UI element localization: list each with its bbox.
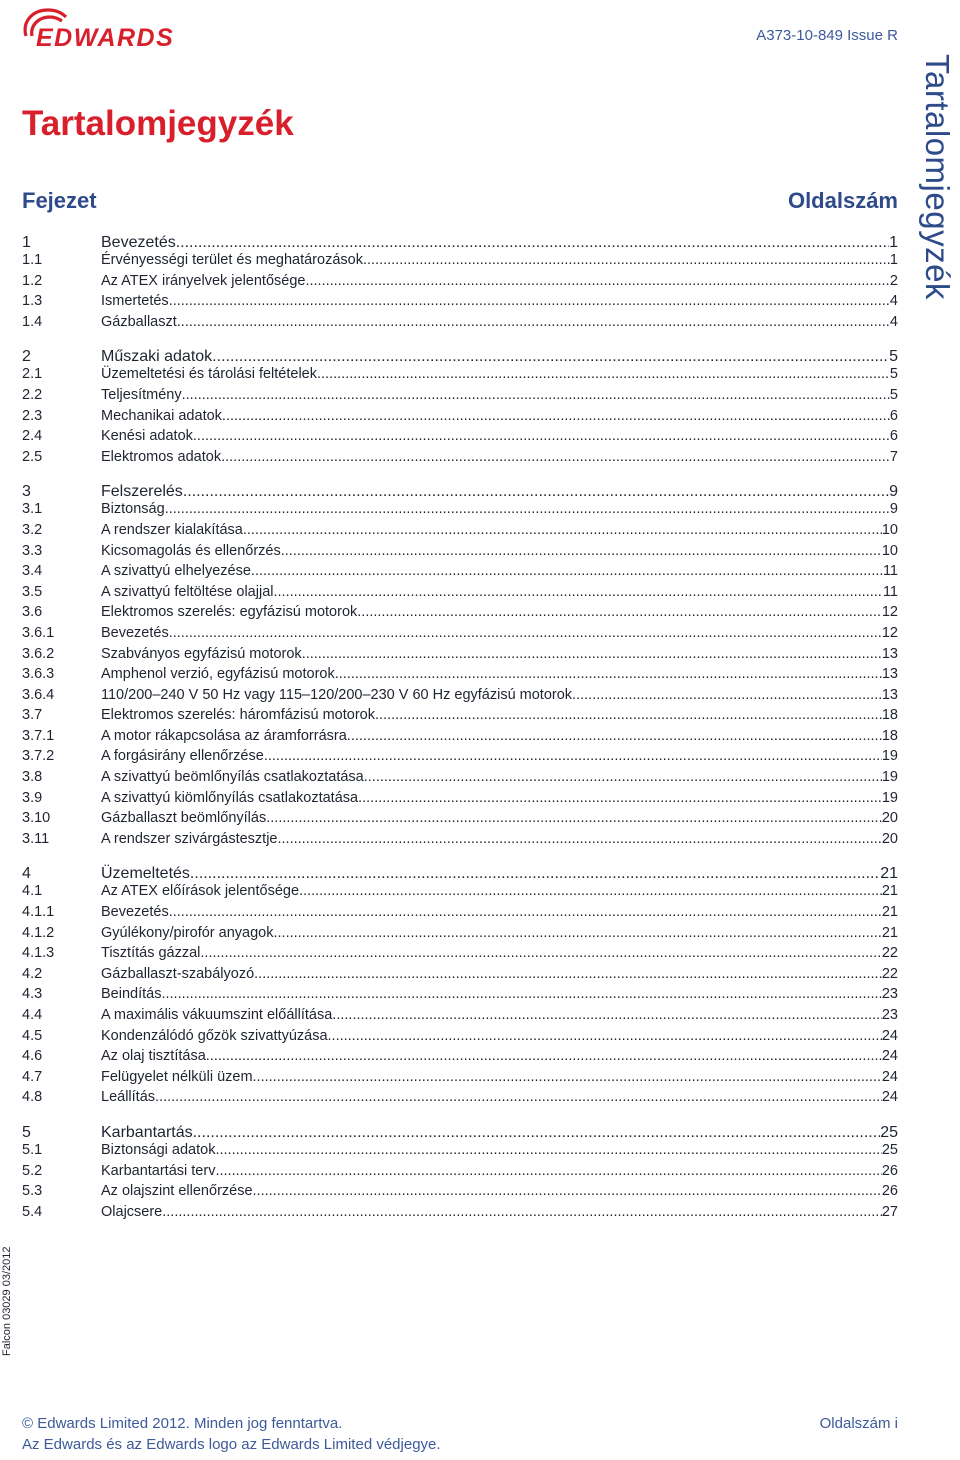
toc-entry-page: 25 <box>881 1141 898 1158</box>
toc-entry-number: 4.6 <box>22 1048 43 1065</box>
toc-entry-number: 4.1.2 <box>22 924 55 941</box>
table-of-contents <box>22 234 898 1224</box>
dot-leader <box>162 1204 882 1220</box>
toc-entry-number: 3.6.4 <box>22 686 55 703</box>
toc-entry[interactable] <box>22 1028 898 1049</box>
toc-entry-title: Felszerelés <box>101 483 183 501</box>
toc-entry-page: 13 <box>881 666 898 683</box>
toc-entry-page: 20 <box>881 810 898 827</box>
toc-entry[interactable] <box>22 501 898 522</box>
toc-entry[interactable] <box>22 883 898 904</box>
dot-leader <box>193 1124 881 1142</box>
toc-entry-page: 5 <box>889 366 898 383</box>
toc-entry[interactable] <box>22 314 898 335</box>
toc-entry-title: Mechanikai adatok <box>101 407 222 424</box>
toc-entry-page: 24 <box>881 1089 898 1106</box>
toc-entry-number: 4.4 <box>22 1007 43 1023</box>
dot-leader <box>253 1183 882 1199</box>
toc-entry-number: 2.5 <box>22 448 43 465</box>
dot-leader <box>206 1048 882 1064</box>
toc-entry-title: Bevezetés <box>101 234 176 251</box>
toc-entry-number: 4.5 <box>22 1027 43 1044</box>
toc-entry-page: 26 <box>881 1183 898 1200</box>
toc-entry-title: Érvényességi terület és meghatározások <box>101 252 363 268</box>
dot-leader <box>273 584 882 600</box>
toc-entry-title: Karbantartás <box>101 1123 193 1141</box>
toc-entry-number: 3.7 <box>22 707 43 724</box>
toc-entry-page: 5 <box>889 348 898 366</box>
dot-leader <box>266 810 882 826</box>
toc-entry-page: 19 <box>881 769 898 786</box>
toc-entry[interactable] <box>22 293 898 314</box>
toc-entry-number: 4 <box>22 865 31 883</box>
toc-entry-page: 1 <box>889 252 898 268</box>
toc-entry-title: A maximális vákuumszint előállítása <box>101 1007 333 1023</box>
toc-entry-number: 1 <box>22 234 31 251</box>
toc-entry-number: 3.1 <box>22 501 43 518</box>
toc-entry-number: 1.4 <box>22 313 43 330</box>
dot-leader <box>572 687 882 703</box>
toc-entry-number: 3.6.1 <box>22 624 55 641</box>
toc-entry-number: 3.6 <box>22 604 43 621</box>
toc-entry[interactable] <box>22 604 898 625</box>
side-section-title: Tartalomjegyzék <box>919 54 956 300</box>
toc-entry-number: 3.6.3 <box>22 666 55 683</box>
dot-leader <box>278 831 882 847</box>
page-number: Oldalszám i <box>819 1415 898 1432</box>
toc-entry-number: 1.1 <box>22 252 43 268</box>
toc-entry[interactable] <box>22 273 898 294</box>
toc-entry-page: 18 <box>881 727 898 744</box>
toc-entry[interactable] <box>22 687 898 708</box>
toc-entry[interactable] <box>22 646 898 667</box>
toc-entry-page: 9 <box>889 501 898 518</box>
toc-entry[interactable] <box>22 1048 898 1069</box>
dot-leader <box>274 925 882 941</box>
dot-leader <box>200 945 881 961</box>
toc-entry[interactable] <box>22 1089 898 1110</box>
toc-entry-title: A szivattyú elhelyezése <box>101 563 251 580</box>
toc-entry-number: 3.5 <box>22 583 43 600</box>
toc-entry-page: 20 <box>881 830 898 847</box>
toc-entry-page: 6 <box>889 428 898 445</box>
toc-entry-title: Kondenzálódó gőzök szivattyúzása <box>101 1027 328 1044</box>
toc-entry-number: 3.9 <box>22 789 43 806</box>
toc-entry-title: Az ATEX előírások jelentősége <box>101 883 300 900</box>
toc-entry-title: Kenési adatok <box>101 428 193 445</box>
dot-leader <box>183 483 889 501</box>
toc-entry[interactable] <box>22 728 898 749</box>
toc-entry-title: Tisztítás gázzal <box>101 945 201 962</box>
toc-entry-page: 10 <box>881 542 898 559</box>
toc-entry[interactable] <box>22 1183 898 1204</box>
dot-leader <box>243 522 882 538</box>
toc-entry-title: A rendszer kialakítása <box>101 521 243 538</box>
toc-entry[interactable] <box>22 543 898 564</box>
toc-entry-title: Az olaj tisztítása <box>101 1048 206 1065</box>
toc-entry-title: Elektromos szerelés: háromfázisú motorok <box>101 707 375 724</box>
toc-entry-title: Műszaki adatok <box>101 348 213 366</box>
dot-leader <box>253 1069 882 1085</box>
toc-entry-page: 21 <box>881 904 898 921</box>
toc-entry-page: 22 <box>881 965 898 982</box>
toc-entry-number: 4.1.1 <box>22 904 55 921</box>
toc-entry-page: 23 <box>881 1007 898 1023</box>
dot-leader <box>193 428 890 444</box>
toc-entry[interactable] <box>22 522 898 543</box>
toc-entry-title: Bevezetés <box>101 904 169 921</box>
toc-entry[interactable] <box>22 810 898 831</box>
dot-leader <box>221 449 890 465</box>
toc-entry-number: 4.7 <box>22 1068 43 1085</box>
document-reference: Falcon 03029 03/2012 <box>1 1246 13 1356</box>
chapter-column-header: Fejezet <box>22 188 97 213</box>
dot-leader <box>222 408 890 424</box>
toc-entry-number: 5.2 <box>22 1162 43 1179</box>
toc-entry[interactable] <box>22 1069 898 1090</box>
dot-leader <box>375 707 882 723</box>
toc-entry-number: 3.11 <box>22 830 50 847</box>
dot-leader <box>215 1142 881 1158</box>
toc-entry-title: Az ATEX irányelvek jelentősége <box>101 272 306 289</box>
toc-entry-number: 3.3 <box>22 542 43 559</box>
toc-entry[interactable] <box>22 428 898 449</box>
toc-entry-number: 5.4 <box>22 1203 43 1220</box>
toc-entry-page: 26 <box>881 1162 898 1179</box>
dot-leader <box>190 865 880 883</box>
toc-entry-title: Bevezetés <box>101 624 169 641</box>
toc-entry-title: Gázballaszt <box>101 313 177 330</box>
toc-entry-number: 3.8 <box>22 769 43 786</box>
toc-entry-page: 24 <box>881 1068 898 1085</box>
toc-entry-page: 21 <box>881 883 898 900</box>
toc-entry-page: 23 <box>881 986 898 1003</box>
toc-entry[interactable] <box>22 707 898 728</box>
toc-entry[interactable] <box>22 925 898 946</box>
toc-entry-number: 4.8 <box>22 1089 43 1106</box>
toc-entry-title: Szabványos egyfázisú motorok <box>101 645 302 662</box>
page-column-header: Oldalszám <box>787 188 898 213</box>
dot-leader <box>155 1089 882 1105</box>
dot-leader <box>161 986 881 1002</box>
dot-leader <box>251 563 883 579</box>
toc-chapter-entry[interactable] <box>22 483 898 501</box>
dot-leader <box>357 604 882 620</box>
edwards-logo <box>22 6 266 50</box>
toc-entry-number: 1.2 <box>22 272 43 289</box>
toc-entry-page: 18 <box>881 707 898 724</box>
toc-entry-page: 11 <box>882 563 898 580</box>
toc-entry[interactable] <box>22 831 898 852</box>
toc-entry-number: 4.1.3 <box>22 945 55 962</box>
toc-entry-title: Üzemeltetési és tárolási feltételek <box>101 366 317 383</box>
toc-entry-page: 1 <box>889 234 898 251</box>
copyright-notice: © Edwards Limited 2012. Minden jog fenntartva. <box>22 1415 343 1432</box>
toc-entry-page: 13 <box>881 686 898 703</box>
dot-leader <box>347 728 882 744</box>
svg-text:EDWARDS: EDWARDS <box>36 24 175 50</box>
toc-entry-number: 2 <box>22 348 31 366</box>
toc-entry[interactable] <box>22 1142 898 1163</box>
toc-entry-number: 3 <box>22 483 31 501</box>
toc-entry-title: Biztonsági adatok <box>101 1141 216 1158</box>
dot-leader <box>317 366 890 382</box>
toc-entry-number: 5 <box>22 1123 31 1141</box>
toc-entry-page: 4 <box>889 293 898 310</box>
toc-entry-number: 3.6.2 <box>22 645 55 662</box>
toc-entry[interactable] <box>22 945 898 966</box>
toc-entry-number: 4.3 <box>22 986 43 1003</box>
dot-leader <box>281 543 882 559</box>
toc-entry-page: 22 <box>881 945 898 962</box>
toc-entry[interactable] <box>22 1007 898 1028</box>
dot-leader <box>302 646 882 662</box>
toc-entry-page: 12 <box>881 624 898 641</box>
toc-entry-page: 19 <box>881 748 898 765</box>
toc-entry-number: 2.1 <box>22 366 43 383</box>
toc-entry-number: 4.2 <box>22 965 43 982</box>
toc-entry[interactable] <box>22 1204 898 1225</box>
toc-entry-title: Olajcsere <box>101 1203 163 1220</box>
toc-entry-page: 24 <box>881 1048 898 1065</box>
toc-entry-title: 110/200–240 V 50 Hz vagy 115–120/200–230 V 60 Hz egyfázisú motorok <box>101 686 573 703</box>
dot-leader <box>335 666 882 682</box>
toc-entry-title: A rendszer szivárgástesztje <box>101 830 278 847</box>
toc-chapter-entry[interactable] <box>22 1124 898 1142</box>
toc-entry[interactable] <box>22 584 898 605</box>
document-number: A373-10-849 Issue R <box>756 27 898 44</box>
toc-entry-title: Beindítás <box>101 986 162 1003</box>
dot-leader <box>363 252 890 268</box>
toc-chapter-entry[interactable] <box>22 865 898 883</box>
toc-entry-page: 9 <box>889 483 898 501</box>
toc-entry-title: A szivattyú beömlőnyílás csatlakoztatása <box>101 769 364 786</box>
toc-entry-page: 11 <box>882 583 898 600</box>
toc-entry[interactable] <box>22 387 898 408</box>
toc-entry-number: 2.3 <box>22 407 43 424</box>
toc-entry[interactable] <box>22 904 898 925</box>
dot-leader <box>299 883 882 899</box>
toc-entry-page: 7 <box>889 448 898 465</box>
toc-entry-page: 19 <box>881 789 898 806</box>
trademark-notice: Az Edwards és az Edwards logo az Edwards Limited védjegye. <box>22 1436 441 1453</box>
toc-entry-number: 3.10 <box>22 810 51 827</box>
toc-entry-title: Biztonság <box>101 501 165 518</box>
toc-entry-title: A szivattyú feltöltése olajjal <box>101 583 274 600</box>
dot-leader <box>165 501 890 517</box>
dot-leader <box>169 293 890 309</box>
toc-entry-page: 13 <box>881 645 898 662</box>
toc-entry-number: 3.7.1 <box>22 727 55 744</box>
toc-entry-title: Kicsomagolás és ellenőrzés <box>101 542 281 559</box>
toc-entry[interactable] <box>22 666 898 687</box>
dot-leader <box>212 348 889 366</box>
toc-chapter-entry[interactable] <box>22 234 898 252</box>
toc-entry-number: 5.3 <box>22 1183 43 1200</box>
toc-entry[interactable] <box>22 408 898 429</box>
toc-entry[interactable] <box>22 966 898 987</box>
dot-leader <box>177 314 890 330</box>
toc-chapter-entry[interactable] <box>22 348 898 366</box>
toc-entry[interactable] <box>22 366 898 387</box>
toc-entry-title: Elektromos szerelés: egyfázisú motorok <box>101 604 358 621</box>
toc-entry-title: A szivattyú kiömlőnyílás csatlakoztatása <box>101 789 359 806</box>
toc-entry-title: Gázballaszt beömlőnyílás <box>101 810 267 827</box>
toc-entry[interactable] <box>22 252 898 273</box>
toc-entry-number: 3.4 <box>22 563 43 580</box>
toc-entry-page: 25 <box>880 1123 898 1141</box>
toc-entry-title: Leállítás <box>101 1089 156 1106</box>
dot-leader <box>215 1163 881 1179</box>
toc-entry-number: 5.1 <box>22 1141 43 1158</box>
toc-entry-page: 2 <box>889 272 898 289</box>
toc-entry[interactable] <box>22 790 898 811</box>
toc-entry[interactable] <box>22 449 898 470</box>
toc-entry-title: Az olajszint ellenőrzése <box>101 1183 253 1200</box>
dot-leader <box>176 234 889 252</box>
toc-entry-page: 12 <box>881 604 898 621</box>
dot-leader <box>332 1007 882 1023</box>
toc-entry-page: 27 <box>881 1203 898 1220</box>
toc-entry-number: 1.3 <box>22 293 43 310</box>
toc-entry-title: Amphenol verzió, egyfázisú motorok <box>101 666 335 683</box>
toc-entry[interactable] <box>22 1163 898 1184</box>
dot-leader <box>305 273 889 289</box>
toc-entry-title: Karbantartási terv <box>101 1162 216 1179</box>
toc-entry-title: Elektromos adatok <box>101 448 222 465</box>
toc-entry-page: 6 <box>889 407 898 424</box>
dot-leader <box>358 790 882 806</box>
toc-entry-number: 2.4 <box>22 428 43 445</box>
toc-entry-number: 4.1 <box>22 883 43 900</box>
toc-entry-number: 2.2 <box>22 386 43 403</box>
toc-entry-page: 24 <box>881 1027 898 1044</box>
dot-leader <box>264 748 882 764</box>
toc-entry-title: Felügyelet nélküli üzem <box>101 1068 253 1085</box>
page-title: Tartalomjegyzék <box>22 104 294 143</box>
dot-leader <box>364 769 882 785</box>
dot-leader <box>328 1028 882 1044</box>
toc-entry[interactable] <box>22 986 898 1007</box>
toc-entry-page: 21 <box>881 924 898 941</box>
toc-entry-number: 3.7.2 <box>22 748 55 765</box>
toc-entry-title: Gyúlékony/pirofór anyagok <box>101 924 274 941</box>
dot-leader <box>169 625 882 641</box>
toc-entry-page: 4 <box>889 313 898 330</box>
toc-entry[interactable] <box>22 625 898 646</box>
toc-entry-title: Üzemeltetés <box>101 865 190 883</box>
toc-entry[interactable] <box>22 563 898 584</box>
toc-entry-page: 21 <box>880 865 898 883</box>
toc-entry-title: A motor rákapcsolása az áramforrásra <box>101 727 347 744</box>
toc-entry-title: Gázballaszt-szabályozó <box>101 965 255 982</box>
toc-entry[interactable] <box>22 748 898 769</box>
toc-entry-title: Ismertetés <box>101 293 169 310</box>
toc-entry-page: 10 <box>881 521 898 538</box>
toc-entry[interactable] <box>22 769 898 790</box>
toc-entry-number: 3.2 <box>22 521 43 538</box>
dot-leader <box>254 966 882 982</box>
dot-leader <box>182 387 890 403</box>
dot-leader <box>169 904 882 920</box>
toc-entry-title: Teljesítmény <box>101 386 182 403</box>
toc-entry-title: A forgásirány ellenőrzése <box>101 748 264 765</box>
toc-entry-page: 5 <box>889 386 898 403</box>
